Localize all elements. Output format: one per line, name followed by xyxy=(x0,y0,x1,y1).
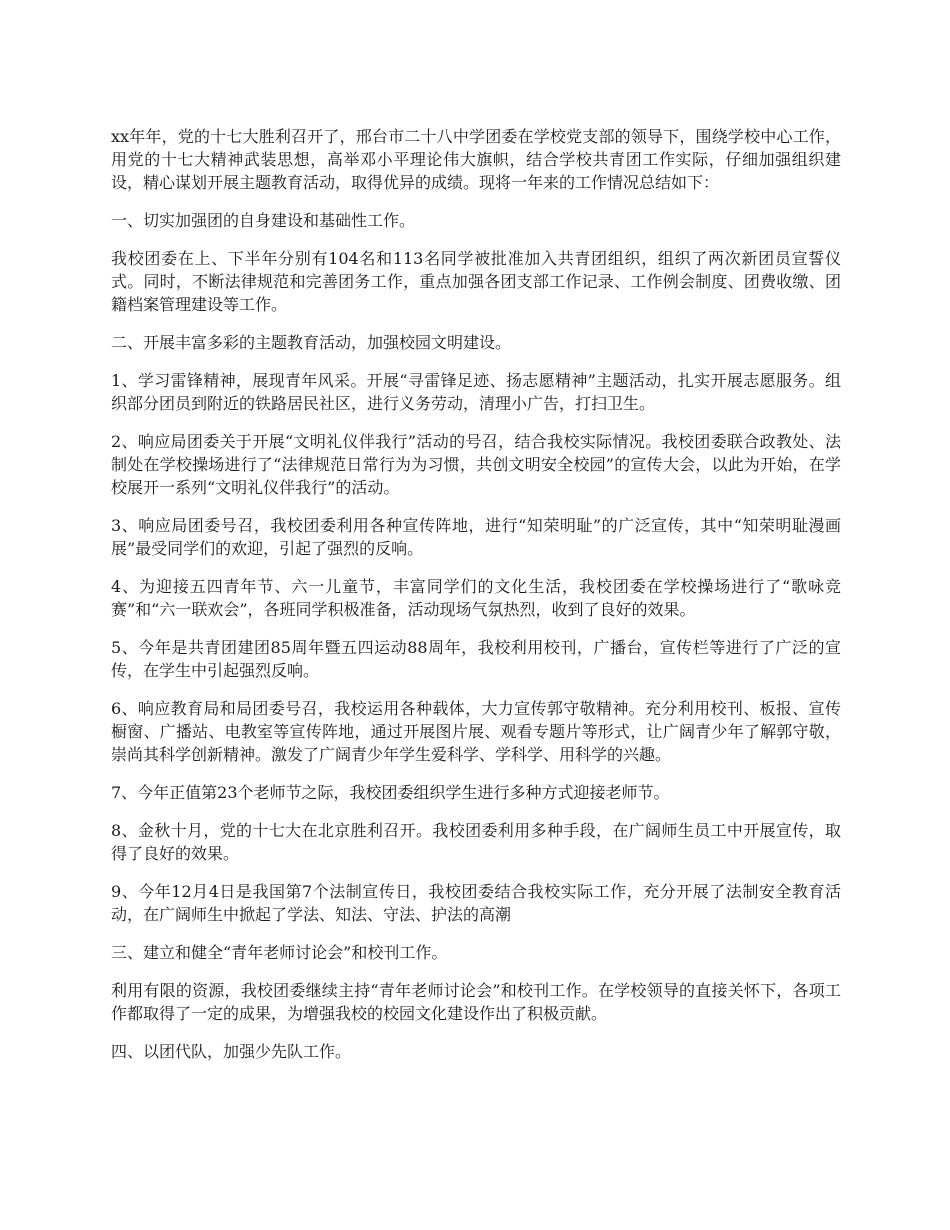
section-heading-4: 四、以团代队，加强少先队工作。 xyxy=(111,1042,352,1061)
section-heading-3: 三、建立和健全“青年老师讨论会”和校刊工作。 xyxy=(111,943,448,962)
section-3-paragraph: 利用有限的资源，我校团委继续主持“青年老师讨论会”和校刊工作。在学校领导的直接关怀下，各项工作都取得了一定的成果，为增强我校的校园文化建设作出了积极贡献。 xyxy=(111,981,841,1023)
item-2-paragraph: 2、响应局团委关于开展“文明礼仪伴我行”活动的号召，结合我校实际情况。我校团委联合政教处、法制处在学校操场进行了“法律规范日常行为为习惯，共创文明安全校园”的宣传大会，以此为开始，在学校展开一系列“文明礼仪伴我行”的活动。 xyxy=(111,432,841,497)
item-4-paragraph: 4、为迎接五四青年节、六一儿童节，丰富同学们的文化生活，我校团委在学校操场进行了“歌咏竞赛”和“六一联欢会”，各班同学积极准备，活动现场气氛热烈，收到了良好的效果。 xyxy=(111,577,841,619)
item-3-paragraph: 3、响应局团委号召，我校团委利用各种宣传阵地，进行“知荣明耻”的广泛宣传，其中“知荣明耻漫画展”最受同学们的欢迎，引起了强烈的反响。 xyxy=(111,516,841,558)
section-1-paragraph: 我校团委在上、下半年分别有104名和113名同学被批准加入共青团组织，组织了两次新团员宣誓仪式。同时，不断法律规范和完善团务工作，重点加强各团支部工作记录、工作例会制度、团费收缴、团籍档案管理建设等工作。 xyxy=(111,249,841,314)
section-heading-1: 一、切实加强团的自身建设和基础性工作。 xyxy=(111,211,416,230)
intro-paragraph: xx年年，党的十七大胜利召开了，邢台市二十八中学团委在学校党支部的领导下，围绕学校中心工作，用党的十七大精神武装思想，高举邓小平理论伟大旗帜，结合学校共青团工作实际，仔细加强组织建设，精心谋划开展主题教育活动，取得优异的成绩。现将一年来的工作情况总结如下： xyxy=(111,127,841,192)
item-1-paragraph: 1、学习雷锋精神，展现青年风采。开展“寻雷锋足迹、扬志愿精神”主题活动，扎实开展志愿服务。组织部分团员到附近的铁路居民社区，进行义务劳动，清理小广告，打扫卫生。 xyxy=(111,371,841,413)
item-7-paragraph: 7、今年正值第23个老师节之际，我校团委组织学生进行多种方式迎接老师节。 xyxy=(111,783,670,802)
section-heading-2: 二、开展丰富多彩的主题教育活动，加强校园文明建设。 xyxy=(111,333,512,352)
item-6-paragraph: 6、响应教育局和局团委号召，我校运用各种载体，大力宣传郭守敬精神。充分利用校刊、板报、宣传橱窗、广播站、电教室等宣传阵地，通过开展图片展、观看专题片等形式，让广阔青少年了解郭守敬，崇尚其科学创新精神。激发了广阔青少年学生爱科学、学科学、用科学的兴趣。 xyxy=(111,699,841,764)
item-5-paragraph: 5、今年是共青团建团85周年暨五四运动88周年，我校利用校刊，广播台，宣传栏等进行了广泛的宣传，在学生中引起强烈反响。 xyxy=(111,638,841,680)
item-8-paragraph: 8、金秋十月，党的十七大在北京胜利召开。我校团委利用多种手段，在广阔师生员工中开展宣传，取得了良好的效果。 xyxy=(111,821,841,863)
document-body xyxy=(111,125,841,1078)
item-9-paragraph: 9、今年12月4日是我国第7个法制宣传日，我校团委结合我校实际工作，充分开展了法制安全教育活动，在广阔师生中掀起了学法、知法、守法、护法的高潮 xyxy=(111,882,841,924)
